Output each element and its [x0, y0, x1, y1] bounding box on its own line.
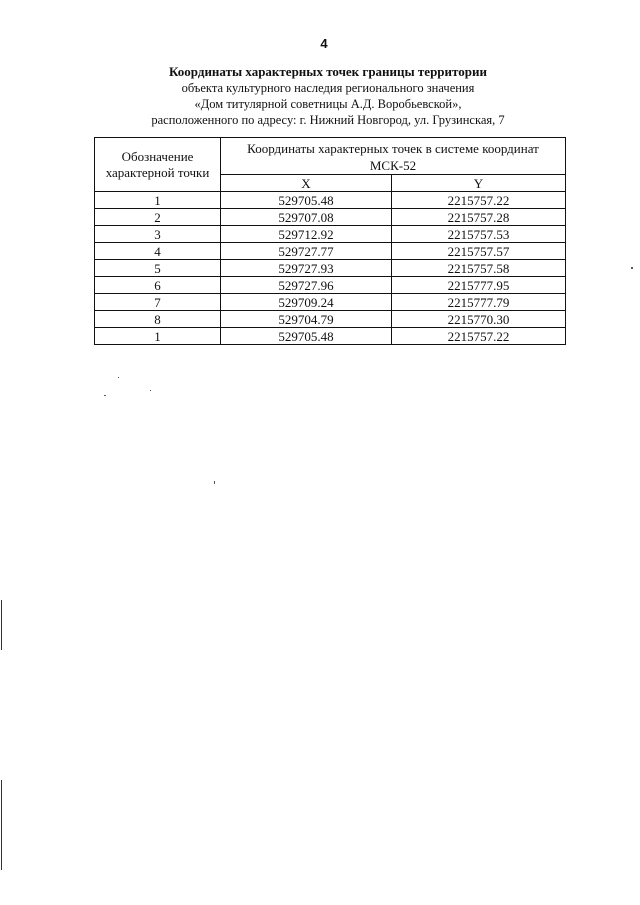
cell-point: 4	[95, 243, 221, 260]
table-row	[95, 260, 566, 277]
cell-y: 2215757.22	[392, 328, 566, 345]
table-row	[95, 226, 566, 243]
cell-y: 2215757.28	[392, 209, 566, 226]
heading-title: Координаты характерных точек границы территории	[169, 64, 487, 79]
cell-point: 7	[95, 294, 221, 311]
cell-y: 2215757.53	[392, 226, 566, 243]
cell-x: 529727.93	[221, 260, 392, 277]
scan-edge-line	[1, 600, 2, 650]
cell-y: 2215777.79	[392, 294, 566, 311]
cell-point: 3	[95, 226, 221, 243]
page-number: 4	[320, 36, 328, 51]
table-row	[95, 294, 566, 311]
cell-y: 2215757.58	[392, 260, 566, 277]
cell-x: 529707.08	[221, 209, 392, 226]
scan-edge-line	[1, 780, 2, 870]
table-row	[95, 277, 566, 294]
table-header-row	[95, 138, 566, 175]
table-row	[95, 311, 566, 328]
scan-speck	[214, 481, 215, 484]
cell-x: 529705.48	[221, 192, 392, 209]
cell-x: 529727.77	[221, 243, 392, 260]
table-row	[95, 192, 566, 209]
heading-line-name: «Дом титулярной советницы А.Д. Воробьевской»,	[194, 97, 462, 111]
cell-y: 2215757.22	[392, 192, 566, 209]
cell-x: 529704.79	[221, 311, 392, 328]
cell-y: 2215777.95	[392, 277, 566, 294]
table-row	[95, 209, 566, 226]
cell-x: 529727.96	[221, 277, 392, 294]
coordinates-table	[94, 137, 566, 345]
cell-x: 529705.48	[221, 328, 392, 345]
heading-line-address: расположенного по адресу: г. Нижний Новгород, ул. Грузинская, 7	[151, 113, 505, 127]
cell-y: 2215770.30	[392, 311, 566, 328]
cell-point: 1	[95, 328, 221, 345]
header-x: X	[221, 175, 392, 192]
header-coordinate-system: Координаты характерных точек в системе координат МСК-52	[221, 138, 566, 175]
cell-point: 5	[95, 260, 221, 277]
cell-point: 2	[95, 209, 221, 226]
scan-speck	[150, 390, 151, 391]
table-row	[95, 328, 566, 345]
table-row	[95, 243, 566, 260]
scan-speck	[631, 267, 633, 269]
scan-speck	[104, 395, 106, 396]
cell-point: 8	[95, 311, 221, 328]
scan-speck	[118, 377, 119, 378]
cell-x: 529712.92	[221, 226, 392, 243]
heading-line-object: объекта культурного наследия регионального значения	[181, 81, 475, 95]
cell-x: 529709.24	[221, 294, 392, 311]
cell-point: 6	[95, 277, 221, 294]
cell-point: 1	[95, 192, 221, 209]
document-heading	[0, 64, 640, 128]
header-point-designation: Обозначение характерной точки	[95, 138, 221, 192]
cell-y: 2215757.57	[392, 243, 566, 260]
header-y: Y	[392, 175, 566, 192]
